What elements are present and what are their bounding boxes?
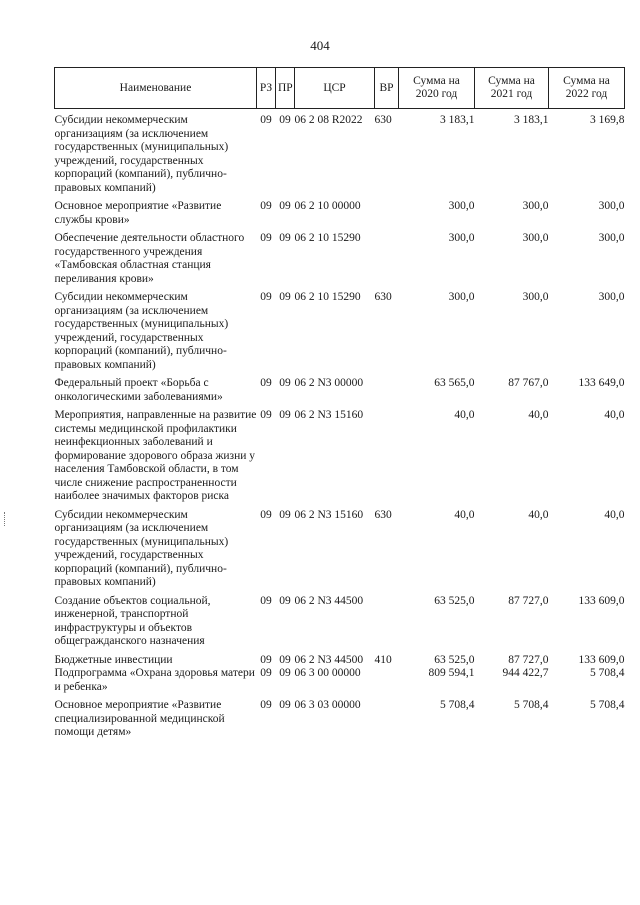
row-sum-2022: 300,0 bbox=[598, 232, 625, 244]
row-sum-2021: 87 727,0 bbox=[508, 653, 549, 666]
table-row bbox=[55, 649, 625, 668]
row-vr bbox=[375, 667, 399, 694]
header-vr: ВР bbox=[375, 68, 399, 109]
row-sum-2022: 300,0 bbox=[598, 291, 625, 303]
row-name: Мероприятия, направленные на развитие системы медицинской профилактики неинфекционных заболеваний и формирование здорового образа жизни у населения Тамбовской области, в том числе снижение распространенности наиболее значимых факторов риска bbox=[54, 409, 257, 502]
row-sum-2021: 87 767,0 bbox=[508, 377, 549, 389]
table-row bbox=[55, 694, 625, 740]
row-sum-2021: 87 727,0 bbox=[508, 594, 549, 607]
header-rz: РЗ bbox=[257, 68, 276, 109]
row-pr: 09 bbox=[279, 508, 291, 521]
header-name: Наименование bbox=[55, 68, 257, 109]
table-row bbox=[55, 667, 625, 694]
row-sum-2021: 300,0 bbox=[522, 232, 549, 244]
table-row bbox=[55, 195, 625, 227]
row-sum-2021: 40,0 bbox=[528, 409, 549, 421]
row-csr: 06 2 N3 44500 bbox=[294, 594, 364, 607]
row-csr: 06 2 N3 00000 bbox=[294, 377, 364, 389]
row-sum-2020: 300,0 bbox=[448, 200, 475, 212]
row-vr: 630 bbox=[374, 291, 392, 303]
header-pr: ПР bbox=[276, 68, 295, 109]
row-pr: 09 bbox=[279, 699, 291, 711]
row-name: Основное мероприятие «Развитие службы крови» bbox=[54, 200, 222, 226]
table-header-row bbox=[55, 68, 625, 109]
row-pr: 09 bbox=[279, 594, 291, 607]
row-name: Обеспечение деятельности областного государственного учреждения «Тамбовская областная станция переливания крови» bbox=[54, 232, 245, 285]
row-sum-2022: 133 609,0 bbox=[578, 594, 625, 607]
row-pr: 09 bbox=[279, 409, 291, 421]
row-csr: 06 2 10 15290 bbox=[294, 232, 361, 244]
row-pr: 09 bbox=[279, 232, 291, 244]
row-rz: 09 bbox=[260, 377, 272, 389]
table-row bbox=[55, 227, 625, 286]
row-sum-2020: 5 708,4 bbox=[440, 699, 475, 711]
row-rz: 09 bbox=[260, 232, 272, 244]
row-rz: 09 bbox=[260, 653, 272, 666]
margin-mark bbox=[4, 512, 8, 526]
table-row bbox=[55, 404, 625, 504]
row-sum-2021: 5 708,4 bbox=[514, 699, 549, 711]
row-rz: 09 bbox=[260, 409, 272, 421]
row-sum-2021: 3 183,1 bbox=[514, 114, 549, 126]
row-csr: 06 3 00 00000 bbox=[294, 667, 361, 679]
row-sum-2021: 300,0 bbox=[522, 291, 549, 303]
row-sum-2022: 133 649,0 bbox=[578, 377, 625, 389]
row-rz: 09 bbox=[260, 594, 272, 607]
row-vr: 630 bbox=[374, 508, 392, 521]
row-pr: 09 bbox=[279, 114, 291, 126]
row-pr: 09 bbox=[279, 291, 291, 303]
row-name: Создание объектов социальной, инженерной, транспортной инфраструктуры и объектов общегражданского назначения bbox=[54, 594, 211, 647]
row-pr: 09 bbox=[279, 377, 291, 389]
row-rz: 09 bbox=[260, 508, 272, 521]
row-sum-2022: 3 169,8 bbox=[590, 114, 625, 126]
header-sum-2020: Сумма на 2020 год bbox=[399, 68, 475, 109]
row-sum-2022: 5 708,4 bbox=[590, 667, 625, 679]
row-pr: 09 bbox=[279, 200, 291, 212]
row-name: Федеральный проект «Борьба с онкологическими заболеваниями» bbox=[54, 377, 223, 403]
row-sum-2022: 300,0 bbox=[598, 200, 625, 212]
row-vr bbox=[375, 227, 399, 286]
row-pr: 09 bbox=[279, 653, 291, 666]
header-csr: ЦСР bbox=[295, 68, 375, 109]
row-vr bbox=[375, 404, 399, 504]
row-sum-2022: 5 708,4 bbox=[590, 699, 625, 711]
row-sum-2020: 63 565,0 bbox=[434, 377, 475, 389]
header-sum-2021: Сумма на 2021 год bbox=[475, 68, 549, 109]
row-sum-2021: 40,0 bbox=[528, 508, 549, 521]
row-name: Основное мероприятие «Развитие специализированной медицинской помощи детям» bbox=[54, 699, 225, 738]
row-name: Субсидии некоммерческим организациям (за исключением государственных (муниципальных) учреждений, государственных корпораций (компаний), публично-правовых компаний) bbox=[54, 114, 229, 194]
row-csr: 06 2 N3 15160 bbox=[294, 508, 364, 521]
row-sum-2020: 3 183,1 bbox=[440, 114, 475, 126]
table-row bbox=[55, 504, 625, 590]
row-sum-2020: 40,0 bbox=[454, 409, 475, 421]
row-sum-2020: 63 525,0 bbox=[434, 653, 475, 666]
row-sum-2022: 40,0 bbox=[604, 508, 625, 521]
row-rz: 09 bbox=[260, 200, 272, 212]
row-vr: 410 bbox=[374, 653, 392, 666]
page-number: 404 bbox=[310, 38, 330, 53]
row-name: Бюджетные инвестиции bbox=[54, 653, 173, 666]
row-rz: 09 bbox=[260, 291, 272, 303]
row-csr: 06 2 N3 44500 bbox=[294, 653, 364, 666]
row-sum-2020: 63 525,0 bbox=[434, 594, 475, 607]
row-sum-2020: 40,0 bbox=[454, 508, 475, 521]
row-vr: 630 bbox=[374, 114, 392, 126]
row-sum-2020: 300,0 bbox=[448, 291, 475, 303]
row-csr: 06 2 N3 15160 bbox=[294, 409, 364, 421]
row-pr: 09 bbox=[279, 667, 291, 679]
row-name: Субсидии некоммерческим организациям (за исключением государственных (муниципальных) учреждений, государственных корпораций (компаний), публично-правовых компаний) bbox=[54, 291, 229, 371]
row-rz: 09 bbox=[260, 114, 272, 126]
row-csr: 06 2 08 R2022 bbox=[294, 114, 363, 126]
table-row bbox=[55, 286, 625, 372]
row-sum-2022: 133 609,0 bbox=[578, 653, 625, 666]
row-vr bbox=[375, 195, 399, 227]
row-vr bbox=[375, 590, 399, 649]
row-sum-2020: 809 594,1 bbox=[428, 667, 475, 679]
row-sum-2020: 300,0 bbox=[448, 232, 475, 244]
row-name: Субсидии некоммерческим организациям (за исключением государственных (муниципальных) учреждений, государственных корпораций (компаний), публично-правовых компаний) bbox=[54, 508, 229, 588]
row-sum-2021: 944 422,7 bbox=[502, 667, 549, 679]
row-csr: 06 2 10 00000 bbox=[294, 200, 361, 212]
row-name: Подпрограмма «Охрана здоровья матери и ребенка» bbox=[54, 667, 255, 693]
row-vr bbox=[375, 694, 399, 740]
table-row bbox=[55, 590, 625, 649]
budget-table bbox=[54, 67, 625, 740]
row-csr: 06 3 03 00000 bbox=[294, 699, 361, 711]
header-sum-2022: Сумма на 2022 год bbox=[549, 68, 625, 109]
row-sum-2021: 300,0 bbox=[522, 200, 549, 212]
row-rz: 09 bbox=[260, 667, 272, 679]
row-vr bbox=[375, 372, 399, 404]
table-row bbox=[55, 109, 625, 196]
row-sum-2022: 40,0 bbox=[604, 409, 625, 421]
row-csr: 06 2 10 15290 bbox=[294, 291, 361, 303]
row-rz: 09 bbox=[260, 699, 272, 711]
table-row bbox=[55, 372, 625, 404]
